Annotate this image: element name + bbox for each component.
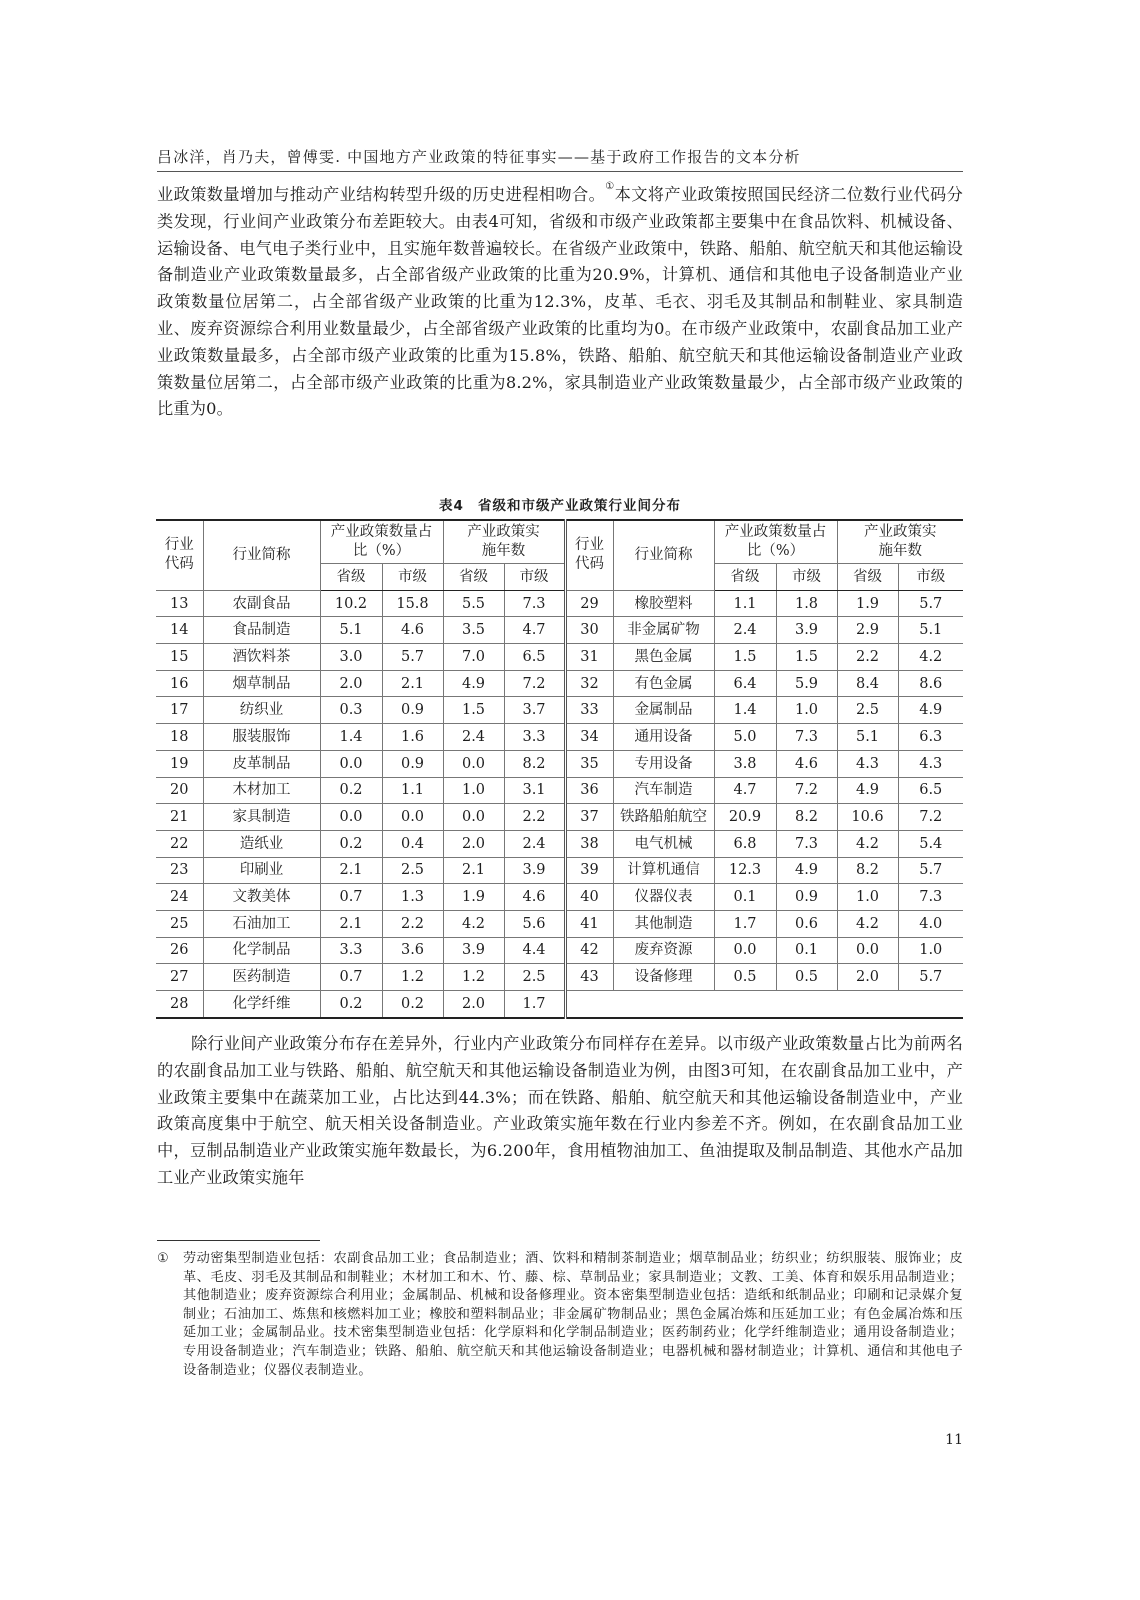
cell-left-share-city: 4.6 bbox=[382, 617, 443, 644]
empty-cell bbox=[565, 991, 963, 1018]
cell-left-years-city: 4.7 bbox=[504, 617, 565, 644]
footnote-mark: ① bbox=[157, 1251, 170, 1266]
footnote-rule bbox=[157, 1240, 320, 1241]
paragraph-2-text: 除行业间产业政策分布存在差异外，行业内产业政策分布同样存在差异。以市级产业政策数量占比为前两名的农副食品加工业与铁路、船舶、航空航天和其他运输设备制造业为例，由图3可知，在农副食品加工业中，产业政策主要集中在蔬菜加工业，占比达到44.3%；而在铁路、船舶、航空航天和其他运输设备制造业中，产业政策高度集中于航空、航天相关设备制造业。产业政策实施年数在行业内参差不齐。例如，在农副食品加工业中，豆制品制造业产业政策实施年数最长，为6.200年，食用植物油加工、鱼油提取及制品制造、其他水产品加工业产业政策实施年 bbox=[157, 1034, 963, 1187]
cell-right-code: 29 bbox=[565, 590, 613, 617]
cell-right-name: 黑色金属 bbox=[613, 644, 714, 671]
header-share-right: 产业政策数量占比（%） bbox=[714, 520, 837, 564]
cell-right-code: 38 bbox=[565, 830, 613, 857]
cell-right-years-prov: 4.3 bbox=[837, 750, 898, 777]
cell-right-name: 有色金属 bbox=[613, 670, 714, 697]
cell-right-code: 40 bbox=[565, 884, 613, 911]
table-title: 省级和市级产业政策行业间分布 bbox=[477, 498, 681, 514]
cell-right-share-prov: 6.4 bbox=[714, 670, 776, 697]
cell-left-name: 酒饮料茶 bbox=[203, 644, 320, 671]
cell-left-share-prov: 10.2 bbox=[320, 590, 382, 617]
table-row bbox=[156, 697, 963, 724]
cell-left-years-prov: 3.9 bbox=[443, 937, 504, 964]
header-name: 行业简称 bbox=[203, 520, 320, 590]
cell-right-years-city: 7.3 bbox=[898, 884, 963, 911]
cell-right-name: 仪器仪表 bbox=[613, 884, 714, 911]
cell-left-years-city: 3.9 bbox=[504, 857, 565, 884]
table-row bbox=[156, 590, 963, 617]
cell-right-code: 30 bbox=[565, 617, 613, 644]
cell-right-share-prov: 0.1 bbox=[714, 884, 776, 911]
cell-left-code: 22 bbox=[156, 830, 203, 857]
header-rule bbox=[157, 171, 963, 172]
table-row bbox=[156, 804, 963, 831]
cell-right-code: 37 bbox=[565, 804, 613, 831]
cell-right-years-prov: 2.5 bbox=[837, 697, 898, 724]
cell-left-years-city: 3.1 bbox=[504, 777, 565, 804]
cell-right-code: 35 bbox=[565, 750, 613, 777]
cell-left-share-city: 0.0 bbox=[382, 804, 443, 831]
header-share-municipal-right: 市级 bbox=[776, 564, 837, 591]
cell-right-share-prov: 3.8 bbox=[714, 750, 776, 777]
cell-left-share-city: 2.2 bbox=[382, 910, 443, 937]
cell-right-years-prov: 5.1 bbox=[837, 724, 898, 751]
cell-left-code: 18 bbox=[156, 724, 203, 751]
cell-left-code: 19 bbox=[156, 750, 203, 777]
cell-left-years-city: 7.2 bbox=[504, 670, 565, 697]
cell-left-name: 化学纤维 bbox=[203, 991, 320, 1018]
cell-left-share-prov: 0.2 bbox=[320, 991, 382, 1018]
cell-left-name: 家具制造 bbox=[203, 804, 320, 831]
page-number: 11 bbox=[945, 1432, 963, 1448]
cell-right-name: 金属制品 bbox=[613, 697, 714, 724]
cell-right-share-city: 0.6 bbox=[776, 910, 837, 937]
cell-left-code: 14 bbox=[156, 617, 203, 644]
cell-right-years-prov: 1.9 bbox=[837, 590, 898, 617]
cell-left-share-prov: 3.0 bbox=[320, 644, 382, 671]
cell-right-share-city: 8.2 bbox=[776, 804, 837, 831]
cell-left-years-prov: 2.0 bbox=[443, 830, 504, 857]
cell-left-share-city: 2.1 bbox=[382, 670, 443, 697]
cell-right-name: 非金属矿物 bbox=[613, 617, 714, 644]
cell-right-years-prov: 4.2 bbox=[837, 830, 898, 857]
cell-left-years-prov: 2.1 bbox=[443, 857, 504, 884]
header-years-provincial-right: 省级 bbox=[837, 564, 898, 591]
header-years-municipal: 市级 bbox=[504, 564, 565, 591]
cell-right-share-city: 4.9 bbox=[776, 857, 837, 884]
cell-right-share-city: 4.6 bbox=[776, 750, 837, 777]
cell-left-code: 25 bbox=[156, 910, 203, 937]
cell-left-code: 23 bbox=[156, 857, 203, 884]
cell-left-share-prov: 3.3 bbox=[320, 937, 382, 964]
cell-left-name: 造纸业 bbox=[203, 830, 320, 857]
cell-left-years-city: 2.2 bbox=[504, 804, 565, 831]
header-years-municipal-right: 市级 bbox=[898, 564, 963, 591]
cell-left-name: 农副食品 bbox=[203, 590, 320, 617]
cell-left-share-city: 0.2 bbox=[382, 991, 443, 1018]
cell-left-share-city: 1.1 bbox=[382, 777, 443, 804]
cell-right-years-prov: 4.9 bbox=[837, 777, 898, 804]
cell-left-code: 13 bbox=[156, 590, 203, 617]
cell-right-share-city: 5.9 bbox=[776, 670, 837, 697]
cell-left-share-prov: 5.1 bbox=[320, 617, 382, 644]
cell-right-years-city: 4.0 bbox=[898, 910, 963, 937]
cell-left-years-prov: 3.5 bbox=[443, 617, 504, 644]
cell-left-years-prov: 7.0 bbox=[443, 644, 504, 671]
cell-right-share-prov: 12.3 bbox=[714, 857, 776, 884]
table-row bbox=[156, 750, 963, 777]
paragraph-2 bbox=[157, 1031, 963, 1192]
cell-right-code: 39 bbox=[565, 857, 613, 884]
cell-left-name: 烟草制品 bbox=[203, 670, 320, 697]
cell-right-years-prov: 0.0 bbox=[837, 937, 898, 964]
cell-right-code: 32 bbox=[565, 670, 613, 697]
cell-right-share-prov: 1.4 bbox=[714, 697, 776, 724]
cell-left-share-prov: 0.2 bbox=[320, 777, 382, 804]
cell-right-name: 计算机通信 bbox=[613, 857, 714, 884]
table-row bbox=[156, 991, 963, 1018]
table-row bbox=[156, 830, 963, 857]
cell-left-share-city: 0.9 bbox=[382, 750, 443, 777]
cell-right-years-city: 5.7 bbox=[898, 590, 963, 617]
cell-left-share-city: 15.8 bbox=[382, 590, 443, 617]
cell-right-years-prov: 8.4 bbox=[837, 670, 898, 697]
header-years-right: 产业政策实施年数 bbox=[837, 520, 963, 564]
table-row bbox=[156, 857, 963, 884]
cell-left-years-city: 1.7 bbox=[504, 991, 565, 1018]
industry-distribution-table bbox=[156, 519, 963, 1019]
cell-left-years-prov: 0.0 bbox=[443, 750, 504, 777]
cell-left-years-city: 3.3 bbox=[504, 724, 565, 751]
cell-right-name: 设备修理 bbox=[613, 964, 714, 991]
cell-right-years-prov: 8.2 bbox=[837, 857, 898, 884]
cell-left-years-prov: 1.5 bbox=[443, 697, 504, 724]
cell-left-share-prov: 2.1 bbox=[320, 910, 382, 937]
cell-left-years-prov: 4.2 bbox=[443, 910, 504, 937]
cell-right-name: 橡胶塑料 bbox=[613, 590, 714, 617]
cell-right-share-prov: 2.4 bbox=[714, 617, 776, 644]
cell-left-years-prov: 1.2 bbox=[443, 964, 504, 991]
paragraph-1-text-b: 本文将产业政策按照国民经济二位数行业代码分类发现，行业间产业政策分布差距较大。由表4可知，省级和市级产业政策都主要集中在食品饮料、机械设备、运输设备、电气电子类行业中，且实施年数普遍较长。在省级产业政策中，铁路、船舶、航空航天和其他运输设备制造业产业政策数量最多，占全部省级产业政策的比重为20.9%，计算机、通信和其他电子设备制造业产业政策数量位居第二，占全部省级产业政策的比重为12.3%，皮革、毛衣、羽毛及其制品和制鞋业、家具制造业、废弃资源综合利用业数量最少，占全部省级产业政策的比重均为0。在市级产业政策中，农副食品加工业产业政策数量最多，占全部市级产业政策的比重为15.8%，铁路、船舶、航空航天和其他运输设备制造业产业政策数量位居第二，占全部市级产业政策的比重为8.2%，家具制造业产业政策数量最少，占全部市级产业政策的比重为0。 bbox=[157, 185, 964, 419]
header-code: 行业代码 bbox=[156, 520, 203, 590]
header-years-provincial: 省级 bbox=[443, 564, 504, 591]
cell-left-name: 皮革制品 bbox=[203, 750, 320, 777]
cell-right-years-city: 5.7 bbox=[898, 964, 963, 991]
cell-right-years-city: 1.0 bbox=[898, 937, 963, 964]
cell-right-years-city: 6.3 bbox=[898, 724, 963, 751]
cell-left-years-city: 5.6 bbox=[504, 910, 565, 937]
cell-left-share-prov: 0.7 bbox=[320, 964, 382, 991]
cell-right-code: 34 bbox=[565, 724, 613, 751]
cell-left-years-city: 4.4 bbox=[504, 937, 565, 964]
cell-right-years-city: 5.4 bbox=[898, 830, 963, 857]
cell-left-years-prov: 4.9 bbox=[443, 670, 504, 697]
cell-right-share-city: 0.5 bbox=[776, 964, 837, 991]
cell-left-years-prov: 2.4 bbox=[443, 724, 504, 751]
cell-left-share-city: 1.6 bbox=[382, 724, 443, 751]
cell-left-share-prov: 0.7 bbox=[320, 884, 382, 911]
cell-left-share-prov: 2.0 bbox=[320, 670, 382, 697]
cell-left-share-city: 3.6 bbox=[382, 937, 443, 964]
cell-left-name: 石油加工 bbox=[203, 910, 320, 937]
cell-right-share-city: 1.5 bbox=[776, 644, 837, 671]
cell-left-share-city: 0.4 bbox=[382, 830, 443, 857]
cell-right-share-prov: 0.0 bbox=[714, 937, 776, 964]
cell-left-name: 食品制造 bbox=[203, 617, 320, 644]
cell-right-years-prov: 1.0 bbox=[837, 884, 898, 911]
cell-right-name: 专用设备 bbox=[613, 750, 714, 777]
cell-left-share-city: 0.9 bbox=[382, 697, 443, 724]
cell-left-code: 21 bbox=[156, 804, 203, 831]
table-number: 表4 bbox=[439, 498, 464, 514]
cell-left-name: 纺织业 bbox=[203, 697, 320, 724]
table-row bbox=[156, 644, 963, 671]
cell-right-name: 废弃资源 bbox=[613, 937, 714, 964]
cell-left-share-city: 2.5 bbox=[382, 857, 443, 884]
table-row bbox=[156, 670, 963, 697]
cell-left-share-prov: 2.1 bbox=[320, 857, 382, 884]
cell-right-years-city: 4.9 bbox=[898, 697, 963, 724]
cell-left-name: 印刷业 bbox=[203, 857, 320, 884]
cell-right-share-prov: 1.7 bbox=[714, 910, 776, 937]
header-share-provincial: 省级 bbox=[320, 564, 382, 591]
cell-left-years-prov: 0.0 bbox=[443, 804, 504, 831]
cell-right-share-prov: 1.1 bbox=[714, 590, 776, 617]
cell-left-code: 24 bbox=[156, 884, 203, 911]
cell-right-share-city: 3.9 bbox=[776, 617, 837, 644]
table-row bbox=[156, 724, 963, 751]
cell-left-years-city: 6.5 bbox=[504, 644, 565, 671]
table-row bbox=[156, 937, 963, 964]
cell-right-share-prov: 6.8 bbox=[714, 830, 776, 857]
cell-right-code: 36 bbox=[565, 777, 613, 804]
cell-left-name: 木材加工 bbox=[203, 777, 320, 804]
cell-right-share-city: 0.9 bbox=[776, 884, 837, 911]
cell-left-years-city: 8.2 bbox=[504, 750, 565, 777]
cell-left-years-city: 2.5 bbox=[504, 964, 565, 991]
cell-right-share-city: 7.2 bbox=[776, 777, 837, 804]
cell-right-name: 电气机械 bbox=[613, 830, 714, 857]
cell-right-years-city: 5.7 bbox=[898, 857, 963, 884]
cell-left-years-city: 4.6 bbox=[504, 884, 565, 911]
header-share-municipal: 市级 bbox=[382, 564, 443, 591]
cell-right-years-city: 7.2 bbox=[898, 804, 963, 831]
cell-right-years-city: 8.6 bbox=[898, 670, 963, 697]
cell-left-years-prov: 2.0 bbox=[443, 991, 504, 1018]
cell-left-code: 16 bbox=[156, 670, 203, 697]
table-row bbox=[156, 617, 963, 644]
cell-right-code: 43 bbox=[565, 964, 613, 991]
cell-left-code: 26 bbox=[156, 937, 203, 964]
cell-left-name: 化学制品 bbox=[203, 937, 320, 964]
cell-right-share-city: 0.1 bbox=[776, 937, 837, 964]
cell-right-code: 41 bbox=[565, 910, 613, 937]
footnote-text: 劳动密集型制造业包括：农副食品加工业；食品制造业；酒、饮料和精制茶制造业；烟草制品业；纺织业；纺织服装、服饰业；皮革、毛皮、羽毛及其制品和制鞋业；木材加工和木、竹、藤、棕、草制品业；家具制造业；文教、工美、体育和娱乐用品制造业；其他制造业；废弃资源综合利用业；金属制品、机械和设备修理业。资本密集型制造业包括：造纸和纸制品业；印刷和记录媒介复制业；石油加工、炼焦和核燃料加工业；橡胶和塑料制品业；非金属矿物制品业；黑色金属冶炼和压延加工业；有色金属冶炼和压延加工业；金属制品业。技术密集型制造业包括：化学原料和化学制品制造业；医药制药业；化学纤维制造业；通用设备制造业；专用设备制造业；汽车制造业；铁路、船舶、航空航天和其他运输设备制造业；电器机械和器材制造业；计算机、通信和其他电子设备制造业；仪器仪表制造业。 bbox=[183, 1251, 963, 1378]
cell-right-years-city: 4.2 bbox=[898, 644, 963, 671]
cell-right-years-city: 5.1 bbox=[898, 617, 963, 644]
cell-right-name: 铁路船舶航空 bbox=[613, 804, 714, 831]
header-code-right: 行业代码 bbox=[565, 520, 613, 590]
header-years: 产业政策实施年数 bbox=[443, 520, 565, 564]
cell-left-years-prov: 1.9 bbox=[443, 884, 504, 911]
cell-right-years-city: 4.3 bbox=[898, 750, 963, 777]
cell-left-share-prov: 0.3 bbox=[320, 697, 382, 724]
cell-right-share-prov: 4.7 bbox=[714, 777, 776, 804]
header-share: 产业政策数量占比（%） bbox=[320, 520, 443, 564]
cell-left-years-prov: 5.5 bbox=[443, 590, 504, 617]
paragraph-1-text-a: 业政策数量增加与推动产业结构转型升级的历史进程相吻合。 bbox=[157, 185, 606, 204]
cell-right-years-prov: 2.9 bbox=[837, 617, 898, 644]
cell-right-years-prov: 2.2 bbox=[837, 644, 898, 671]
cell-left-code: 27 bbox=[156, 964, 203, 991]
cell-left-years-city: 7.3 bbox=[504, 590, 565, 617]
cell-left-name: 文教美体 bbox=[203, 884, 320, 911]
cell-left-share-city: 1.3 bbox=[382, 884, 443, 911]
cell-left-share-prov: 1.4 bbox=[320, 724, 382, 751]
cell-left-code: 15 bbox=[156, 644, 203, 671]
cell-left-years-city: 3.7 bbox=[504, 697, 565, 724]
cell-left-code: 17 bbox=[156, 697, 203, 724]
table-row bbox=[156, 910, 963, 937]
cell-right-years-prov: 2.0 bbox=[837, 964, 898, 991]
cell-right-years-prov: 4.2 bbox=[837, 910, 898, 937]
cell-left-name: 医药制造 bbox=[203, 964, 320, 991]
cell-left-code: 28 bbox=[156, 991, 203, 1018]
paragraph-1 bbox=[157, 182, 963, 423]
cell-right-code: 42 bbox=[565, 937, 613, 964]
cell-right-code: 33 bbox=[565, 697, 613, 724]
running-head: 吕冰洋，肖乃夫，曾傅雯. 中国地方产业政策的特征事实——基于政府工作报告的文本分析 bbox=[157, 148, 801, 166]
cell-right-name: 汽车制造 bbox=[613, 777, 714, 804]
table-row bbox=[156, 964, 963, 991]
cell-right-share-city: 7.3 bbox=[776, 830, 837, 857]
cell-left-share-prov: 0.0 bbox=[320, 804, 382, 831]
cell-right-share-city: 7.3 bbox=[776, 724, 837, 751]
cell-right-years-prov: 10.6 bbox=[837, 804, 898, 831]
cell-right-share-prov: 5.0 bbox=[714, 724, 776, 751]
cell-right-share-prov: 20.9 bbox=[714, 804, 776, 831]
table-caption bbox=[157, 494, 963, 514]
cell-left-years-city: 2.4 bbox=[504, 830, 565, 857]
cell-left-share-city: 5.7 bbox=[382, 644, 443, 671]
cell-right-code: 31 bbox=[565, 644, 613, 671]
cell-right-years-city: 6.5 bbox=[898, 777, 963, 804]
cell-left-share-prov: 0.0 bbox=[320, 750, 382, 777]
cell-left-share-city: 1.2 bbox=[382, 964, 443, 991]
table-body bbox=[156, 590, 963, 1018]
table-row bbox=[156, 777, 963, 804]
cell-right-share-prov: 0.5 bbox=[714, 964, 776, 991]
cell-left-code: 20 bbox=[156, 777, 203, 804]
cell-left-name: 服装服饰 bbox=[203, 724, 320, 751]
footnote-reference[interactable]: ① bbox=[605, 181, 615, 192]
cell-left-share-prov: 0.2 bbox=[320, 830, 382, 857]
cell-right-name: 通用设备 bbox=[613, 724, 714, 751]
cell-right-share-city: 1.0 bbox=[776, 697, 837, 724]
header-name-right: 行业简称 bbox=[613, 520, 714, 590]
cell-right-name: 其他制造 bbox=[613, 910, 714, 937]
cell-right-share-city: 1.8 bbox=[776, 590, 837, 617]
table-row bbox=[156, 884, 963, 911]
header-share-provincial-right: 省级 bbox=[714, 564, 776, 591]
cell-right-share-prov: 1.5 bbox=[714, 644, 776, 671]
cell-left-years-prov: 1.0 bbox=[443, 777, 504, 804]
footnote bbox=[157, 1250, 963, 1380]
